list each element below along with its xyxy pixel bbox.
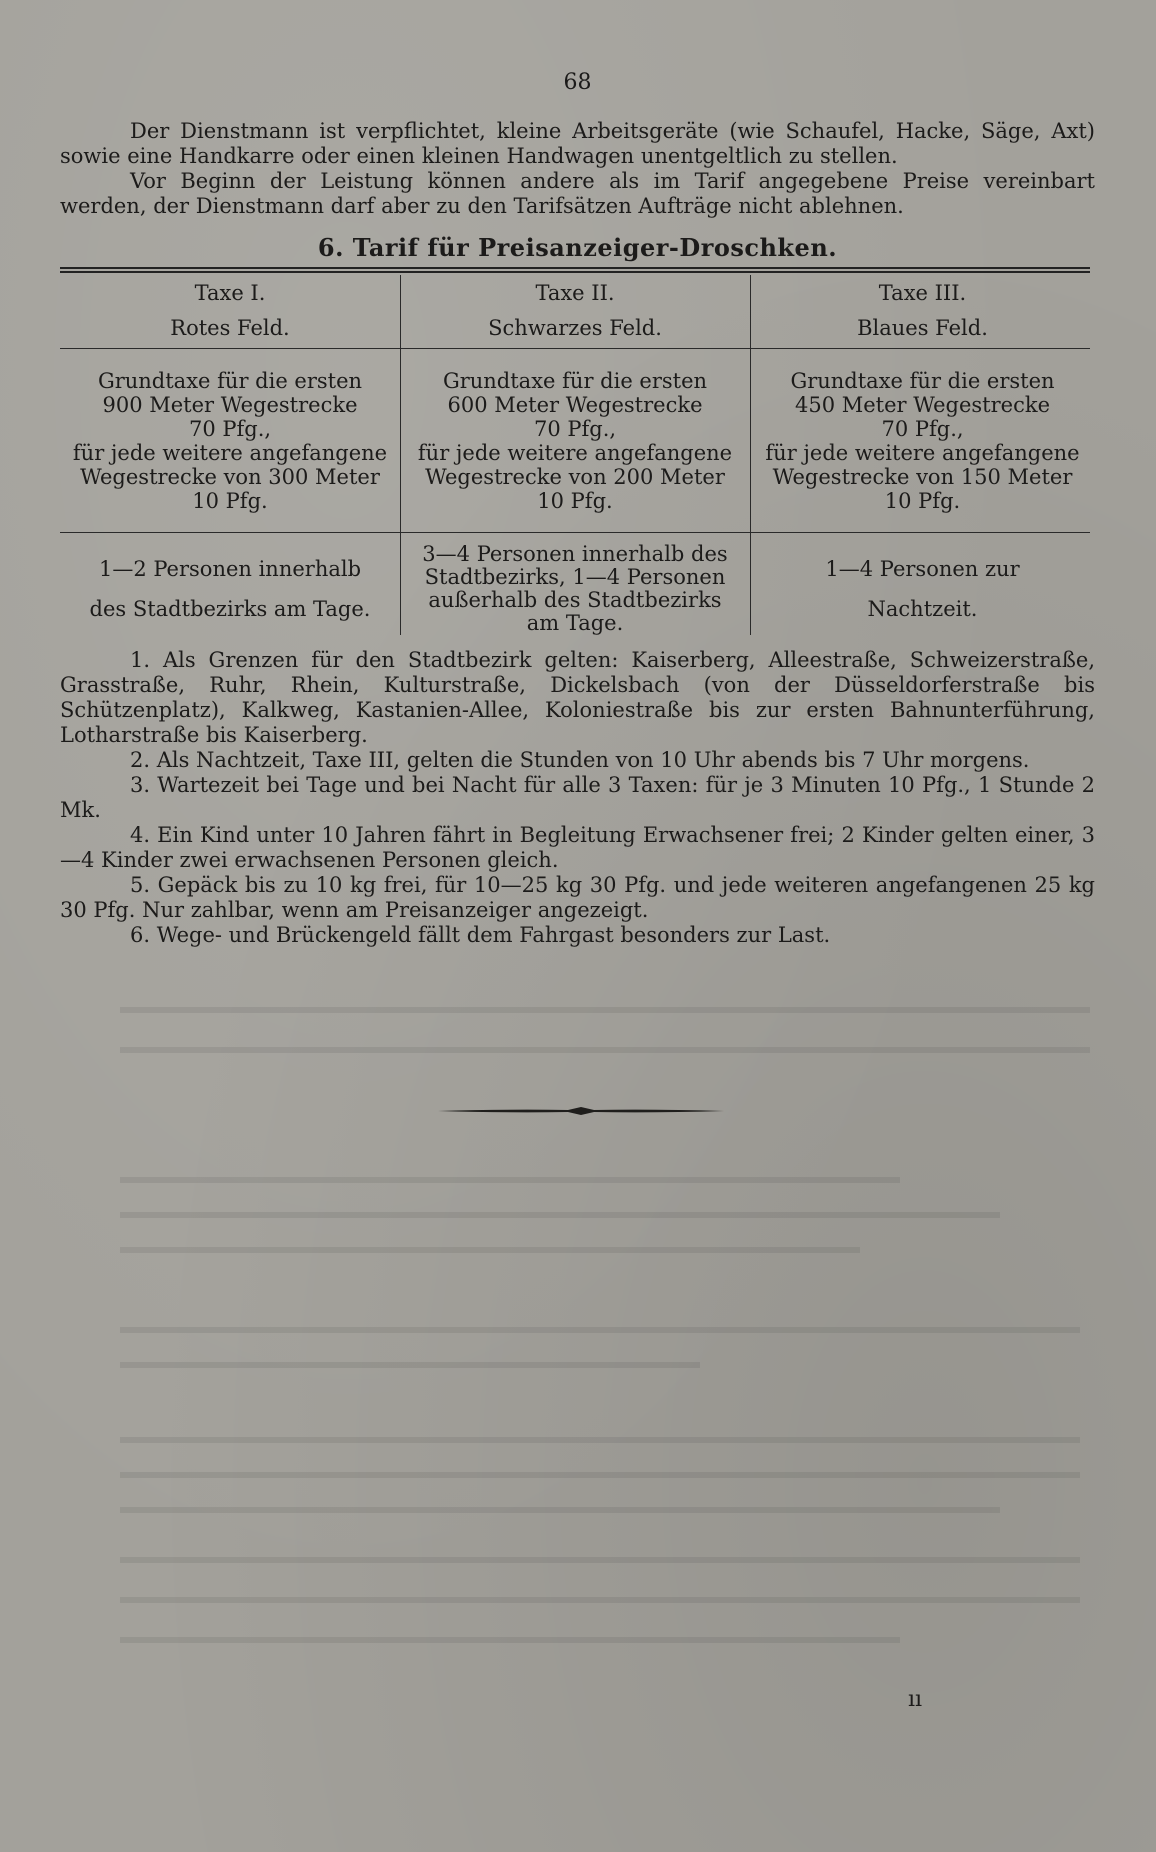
rate-line: 10 Pfg. [537, 489, 613, 513]
notes-list [60, 648, 1095, 948]
condition-cell-taxe-1 [60, 557, 400, 621]
intro-paragraph-2: Vor Beginn der Leistung können andere als im Tarif angegebene Preise vereinbart werden, der Dienstmann darf aber zu den Tarifsätzen Aufträge nicht ablehnen. [60, 169, 1095, 218]
rate-line: Grundtaxe für die ersten [97, 369, 363, 393]
page-number: 68 [563, 70, 592, 95]
condition-line: 1—4 Personen zur [825, 557, 1020, 581]
condition-cell-taxe-2 [400, 543, 750, 635]
note-1: 1. Als Grenzen für den Stadtbezirk gelten: Kaiserberg, Alleestraße, Schweizerstraße, Grasstraße, Ruhr, Rhein, Kulturstraße, Dickelsbach (von der Düsseldorferstraße bis Schützenplatz), Kalkweg, Kastanien-Allee, Koloniestraße bis zur ersten Bahnunterführung, Lotharstraße bis Kaiserberg. [60, 648, 1095, 747]
condition-line: 3—4 Personen innerhalb des [422, 542, 728, 566]
rate-cell-taxe-1 [60, 369, 400, 513]
intro-paragraph-1: Der Dienstmann ist verpflichtet, kleine Arbeitsgeräte (wie Schaufel, Hacke, Säge, Axt) sowie eine Handkarre oder einen kleinen Handwagen unentgeltlich zu stellen. [60, 119, 1095, 168]
table-top-rule [60, 267, 1090, 269]
rate-line: Wegestrecke von 200 Meter [425, 465, 725, 489]
rate-line: 70 Pfg., [533, 417, 617, 441]
rate-line: 10 Pfg. [192, 489, 268, 513]
condition-line: 1—2 Personen innerhalb [98, 557, 362, 581]
condition-line: am Tage. [526, 611, 624, 635]
header-taxe-1-label: Taxe I. [194, 281, 266, 305]
header-taxe-3 [750, 281, 1095, 340]
note-4: 4. Ein Kind unter 10 Jahren fährt in Begleitung Erwachsener frei; 2 Kinder gelten einer, 3—4 Kinder zwei erwachsenen Personen gleich. [60, 823, 1095, 872]
rate-line: für jede weitere angefangene [417, 441, 733, 465]
header-taxe-2-feld: Schwarzes Feld. [488, 316, 662, 340]
rate-line: Grundtaxe für die ersten [442, 369, 708, 393]
header-taxe-2-label: Taxe II. [535, 281, 615, 305]
header-taxe-3-feld: Blaues Feld. [857, 316, 988, 340]
stray-ink-mark: ıı [908, 1687, 923, 1712]
rate-cell-taxe-3 [750, 369, 1095, 513]
end-ornament-icon [438, 1104, 724, 1118]
rate-line: 70 Pfg., [881, 417, 964, 441]
rate-line: Wegestrecke von 300 Meter [80, 465, 380, 489]
rate-cell-taxe-2 [400, 369, 750, 513]
condition-line: des Stadtbezirks am Tage. [89, 597, 371, 621]
condition-line: außerhalb des Stadtbezirks [428, 588, 722, 612]
table-rates-rule [60, 532, 1090, 533]
header-taxe-2 [400, 281, 750, 340]
rate-line: Wegestrecke von 150 Meter [772, 465, 1073, 489]
note-3: 3. Wartezeit bei Tage und bei Nacht für alle 3 Taxen: für je 3 Minuten 10 Pfg., 1 Stunde 2 Mk. [60, 773, 1095, 822]
header-taxe-3-label: Taxe III. [878, 281, 967, 305]
rate-line: 900 Meter Wegestrecke [102, 393, 358, 417]
rate-line: 600 Meter Wegestrecke [447, 393, 703, 417]
table-header-rule [60, 348, 1090, 349]
condition-cell-taxe-3 [750, 557, 1095, 621]
rate-line: für jede weitere angefangene [72, 441, 388, 465]
intro-text [60, 119, 1095, 219]
rate-line: Grundtaxe für die ersten [790, 369, 1055, 393]
section-title: 6. Tarif für Preisanzeiger-Droschken. [317, 233, 838, 262]
note-6: 6. Wege- und Brückengeld fällt dem Fahrgast besonders zur Last. [130, 923, 831, 947]
condition-line: Nachtzeit. [867, 597, 978, 621]
rate-line: 70 Pfg., [188, 417, 272, 441]
rate-line: für jede weitere angefangene [765, 441, 1080, 465]
table-top-rule-inner [60, 271, 1090, 273]
rate-line: 10 Pfg. [884, 489, 961, 513]
rate-line: 450 Meter Wegestrecke [794, 393, 1051, 417]
header-taxe-1 [60, 281, 400, 340]
note-5: 5. Gepäck bis zu 10 kg frei, für 10—25 kg 30 Pfg. und jede weiteren angefangenen 25 kg 30 Pfg. Nur zahlbar, wenn am Preisanzeiger angezeigt. [60, 873, 1095, 922]
note-2: 2. Als Nachtzeit, Taxe III, gelten die Stunden von 10 Uhr abends bis 7 Uhr morgens. [130, 748, 1030, 772]
header-taxe-1-feld: Rotes Feld. [170, 316, 290, 340]
condition-line: Stadtbezirks, 1—4 Personen [424, 565, 726, 589]
